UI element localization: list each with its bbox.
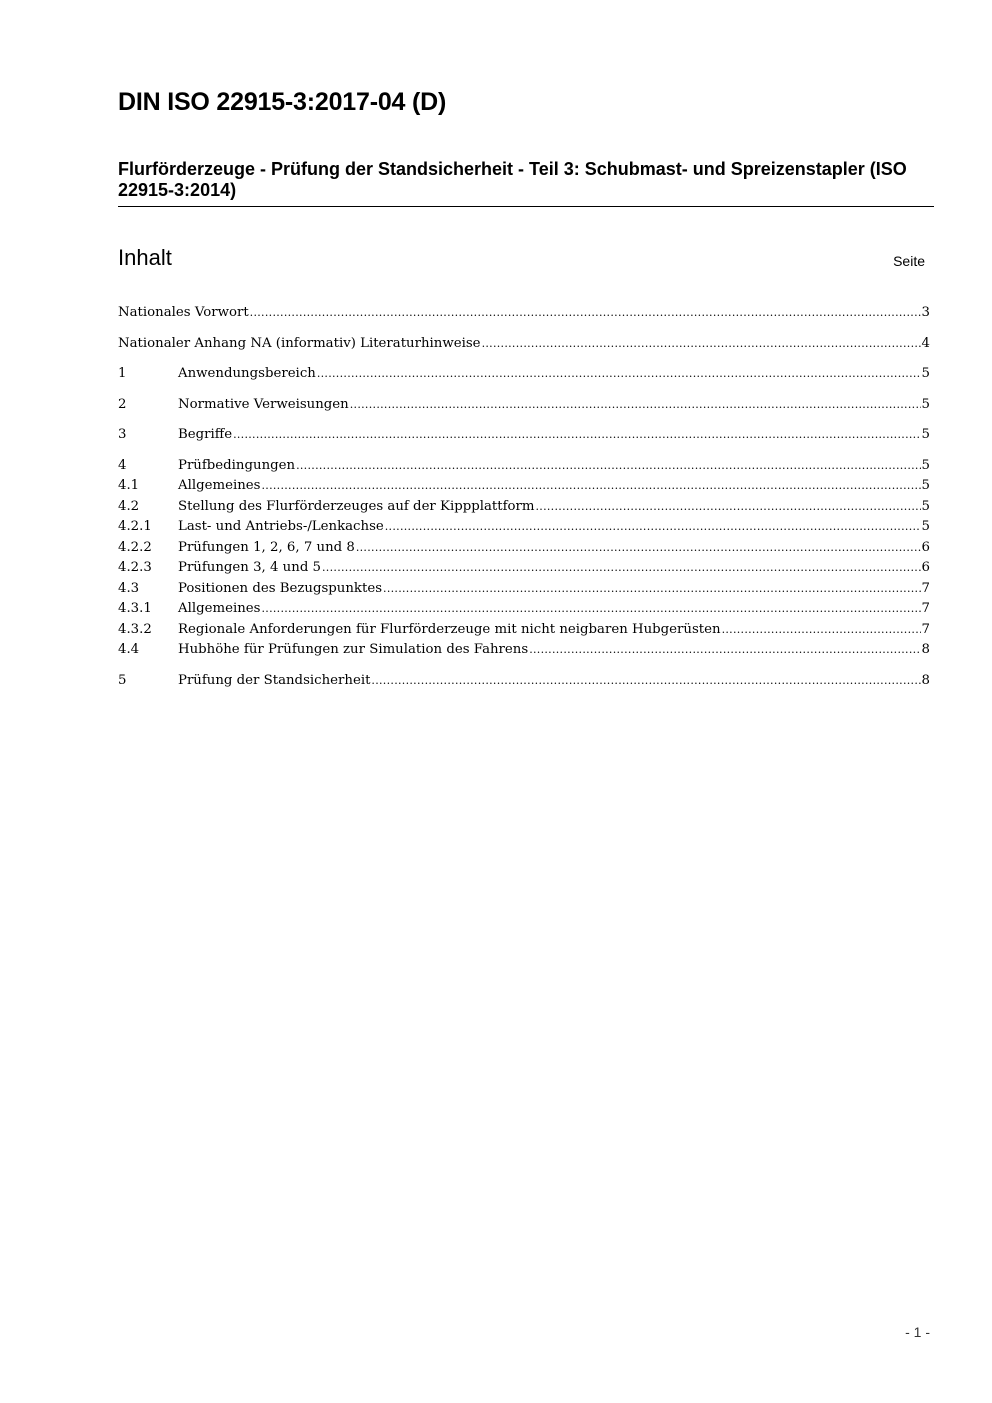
toc-entry-number: 4.2.2: [118, 539, 152, 555]
toc-entry-page: 7: [921, 621, 930, 637]
document-title: DIN ISO 22915-3:2017-04 (D): [118, 88, 447, 116]
toc-entry-label: Regionale Anforderungen für Flurförderzeuge mit nicht neigbaren Hubgerüsten: [178, 621, 721, 637]
toc-entry[interactable]: [118, 517, 930, 538]
toc-entry-page: 5: [921, 457, 930, 473]
toc-entry[interactable]: [118, 456, 930, 477]
toc-dot-leader: [529, 640, 920, 661]
toc-entry-number: 4: [118, 457, 127, 473]
toc-entry-page: 5: [921, 396, 930, 412]
toc-entry-page: 5: [921, 519, 930, 534]
toc-dot-leader: [722, 620, 921, 641]
toc-entry-page: 7: [921, 601, 930, 616]
toc-entry-label: Anwendungsbereich: [178, 366, 316, 381]
toc-entry[interactable]: [118, 364, 930, 385]
toc-entry[interactable]: [118, 671, 930, 692]
toc-entry-page: 6: [921, 560, 930, 575]
toc-heading: Inhalt: [118, 245, 172, 270]
toc-entry-page: 8: [921, 672, 930, 688]
toc-entry-number: 4.2.1: [118, 519, 152, 534]
toc-entry-label: Prüfungen 1, 2, 6, 7 und 8: [178, 539, 355, 555]
toc-entry-page: 4: [921, 335, 930, 351]
toc-entry-page: 5: [921, 478, 930, 493]
toc-dot-leader: [482, 334, 921, 355]
toc-entry-number: 4.3.2: [118, 621, 152, 637]
toc-entry[interactable]: [118, 334, 930, 355]
toc-dot-leader: [536, 497, 921, 518]
toc-entry[interactable]: [118, 558, 930, 579]
toc-entry-page: 6: [921, 539, 930, 555]
toc-dot-leader: [250, 303, 921, 324]
toc-entry-page: 3: [921, 305, 930, 320]
toc-entry-number: 4.4: [118, 642, 140, 657]
toc-entry-number: 4.3.1: [118, 601, 152, 616]
toc-page-column-heading: Seite: [893, 253, 925, 269]
toc-entry-label: Stellung des Flurförderzeuges auf der Kippplattform: [178, 498, 535, 514]
toc-entry[interactable]: [118, 599, 930, 620]
toc-entry-page: 5: [921, 498, 930, 514]
toc-entry[interactable]: [118, 476, 930, 497]
toc-entry-label: Nationaler Anhang NA (informativ) Literaturhinweise: [118, 335, 481, 351]
toc-entry[interactable]: [118, 425, 930, 446]
toc-entry-label: Nationales Vorwort: [118, 305, 249, 320]
toc-entry[interactable]: [118, 579, 930, 600]
toc-dot-leader: [317, 364, 921, 385]
table-of-contents: [118, 303, 930, 691]
toc-entry-label: Positionen des Bezugspunktes: [178, 580, 383, 596]
toc-entry-label: Last- und Antriebs-/Lenkachse: [178, 519, 384, 534]
toc-entry-label: Prüfungen 3, 4 und 5: [178, 560, 322, 575]
toc-entry-label: Prüfbedingungen: [178, 457, 296, 473]
toc-dot-leader: [261, 476, 920, 497]
document-subtitle: Flurförderzeuge - Prüfung der Standsicherheit - Teil 3: Schubmast- und Spreizenstapler (ISO 22915-3:2014): [118, 159, 907, 200]
toc-entry-number: 2: [118, 396, 127, 412]
toc-dot-leader: [261, 599, 920, 620]
toc-dot-leader: [371, 671, 920, 692]
toc-entry[interactable]: [118, 620, 930, 641]
toc-entry-label: Hubhöhe für Prüfungen zur Simulation des Fahrens: [178, 642, 529, 657]
toc-entry-number: 4.2.3: [118, 560, 152, 575]
toc-entry-label: Normative Verweisungen: [178, 396, 349, 412]
toc-entry-page: 8: [921, 642, 930, 657]
toc-entry[interactable]: [118, 497, 930, 518]
toc-entry-number: 5: [118, 672, 127, 688]
toc-entry[interactable]: [118, 640, 930, 661]
toc-entry-number: 3: [118, 427, 127, 442]
toc-dot-leader: [233, 425, 920, 446]
toc-entry[interactable]: [118, 395, 930, 416]
toc-entry-number: 4.3: [118, 580, 140, 596]
page-number: - 1 -: [905, 1324, 930, 1340]
toc-entry-label: Allgemeines: [178, 478, 261, 493]
title-divider: [118, 206, 934, 207]
toc-dot-leader: [356, 538, 921, 559]
toc-dot-leader: [322, 558, 921, 579]
toc-entry-number: 4.2: [118, 498, 140, 514]
toc-entry[interactable]: [118, 303, 930, 324]
toc-entry[interactable]: [118, 538, 930, 559]
toc-entry-number: 1: [118, 366, 127, 381]
toc-entry-number: 4.1: [118, 478, 140, 493]
toc-entry-page: 7: [921, 580, 930, 596]
toc-entry-label: Prüfung der Standsicherheit: [178, 672, 371, 688]
toc-entry-label: Allgemeines: [178, 601, 261, 616]
toc-dot-leader: [383, 579, 921, 600]
toc-entry-page: 5: [921, 427, 930, 442]
toc-entry-label: Begriffe: [178, 427, 233, 442]
toc-entry-page: 5: [921, 366, 930, 381]
toc-dot-leader: [385, 517, 921, 538]
toc-dot-leader: [296, 456, 920, 477]
toc-dot-leader: [350, 395, 921, 416]
